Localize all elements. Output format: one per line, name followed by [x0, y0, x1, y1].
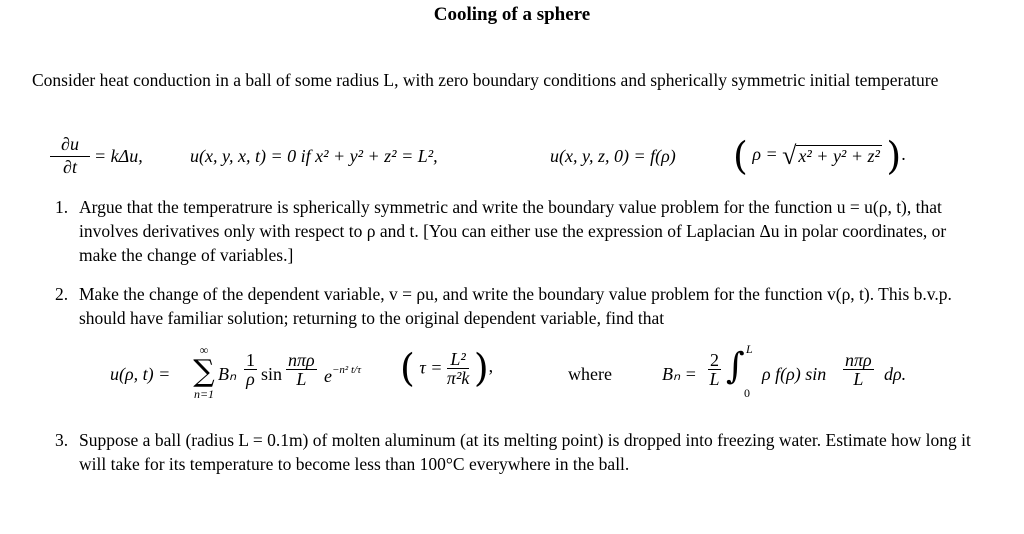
frac-numerator: nπρ: [288, 350, 315, 370]
pde-numerator: ∂u: [50, 134, 90, 157]
tau-lhs: τ =: [419, 357, 443, 378]
rho-label: ρ =: [752, 144, 778, 165]
where-label: where: [568, 364, 612, 384]
list-item: [55, 428, 975, 476]
item-number: 3.: [55, 430, 69, 450]
sum-upper: ∞: [199, 343, 209, 357]
sum-icon: ∑: [193, 354, 215, 389]
integral-lower: 0: [744, 386, 750, 400]
sin-argument: [286, 351, 317, 388]
heat-equation-line: [50, 134, 990, 184]
intro-paragraph: Consider heat conduction in a ball of some radius L, with zero boundary conditions and spherically symmetric initial temperature: [32, 70, 939, 90]
document-title: Cooling of a sphere: [433, 4, 591, 25]
list-item: [55, 195, 975, 267]
item-number: 2.: [55, 284, 69, 304]
frac-numerator: 1: [246, 350, 255, 370]
sqrt-icon: √: [782, 141, 797, 170]
exp-power: −n² t/τ: [332, 364, 362, 376]
rho-definition: ( ρ = √ x² + y² + z² ).: [733, 134, 906, 178]
exponential: [324, 364, 361, 387]
bn-prefactor: [708, 351, 721, 388]
sin-label: sin: [261, 364, 283, 384]
left-paren: (: [733, 134, 748, 178]
frac-numerator: 2: [710, 350, 719, 370]
frac-denominator: π²k: [446, 367, 470, 388]
pde-rhs: = kΔu,: [94, 146, 143, 166]
initial-condition: u(x, y, z, 0) = f(ρ): [550, 146, 676, 166]
right-paren: ): [473, 346, 489, 390]
integrand: ρ f(ρ) sin: [762, 364, 827, 384]
sum-lower: n=1: [193, 387, 215, 401]
frac-numerator: nπρ: [845, 350, 872, 370]
exp-base: e: [324, 366, 332, 386]
pde-denominator: ∂t: [63, 157, 77, 177]
item-text: Make the change of the dependent variable, v = ρu, and write the boundary value problem for the function v(ρ, t). This b.v.p. should have familiar solution; returning to the original dependent variable, find that: [79, 284, 952, 328]
integral-upper: L: [746, 342, 753, 356]
frac-denominator: ρ: [246, 369, 255, 389]
partial-derivative-fraction: [50, 134, 90, 179]
tau-definition: ( τ = $\frac{\text{L²}}{\text{π²k}}$ ),: [400, 346, 494, 390]
sum-operator: [192, 344, 216, 400]
square-root: [782, 141, 882, 171]
frac-denominator: L: [709, 369, 720, 389]
integral-icon: ∫: [726, 346, 745, 387]
series-solution-equation: [110, 342, 930, 408]
right-paren: ): [886, 134, 902, 178]
list-item: [55, 282, 975, 330]
frac-denominator: L: [853, 369, 864, 389]
coefficient-bn: Bₙ: [218, 364, 237, 384]
item-text: Argue that the temperatrure is spherically symmetric and write the boundary value problem for the function u = u(ρ, t), that involves derivatives only with respect to ρ and t. [You can either use the expression of Laplacian Δu in polar coordinates, or make the change of variables.]: [79, 197, 947, 265]
left-paren: (: [400, 346, 415, 390]
differential: dρ.: [884, 364, 907, 384]
solution-lhs: u(ρ, t) =: [110, 364, 171, 384]
bn-lhs: Bₙ =: [662, 364, 697, 384]
item-number: 1.: [55, 197, 69, 217]
rho-radicand: x² + y² + z²: [798, 146, 880, 166]
one-over-rho: [244, 351, 257, 388]
integrand-argument: [843, 351, 874, 388]
frac-numerator: L²: [447, 350, 469, 369]
frac-denominator: L: [296, 369, 307, 389]
item-text: Suppose a ball (radius L = 0.1m) of molten aluminum (at its melting point) is dropped into freezing water. Estimate how long it will take for its temperature to become less than 100°C everywhere in the ball.: [79, 430, 971, 474]
boundary-condition: u(x, y, x, t) = 0 if x² + y² + z² = L²,: [190, 146, 438, 166]
